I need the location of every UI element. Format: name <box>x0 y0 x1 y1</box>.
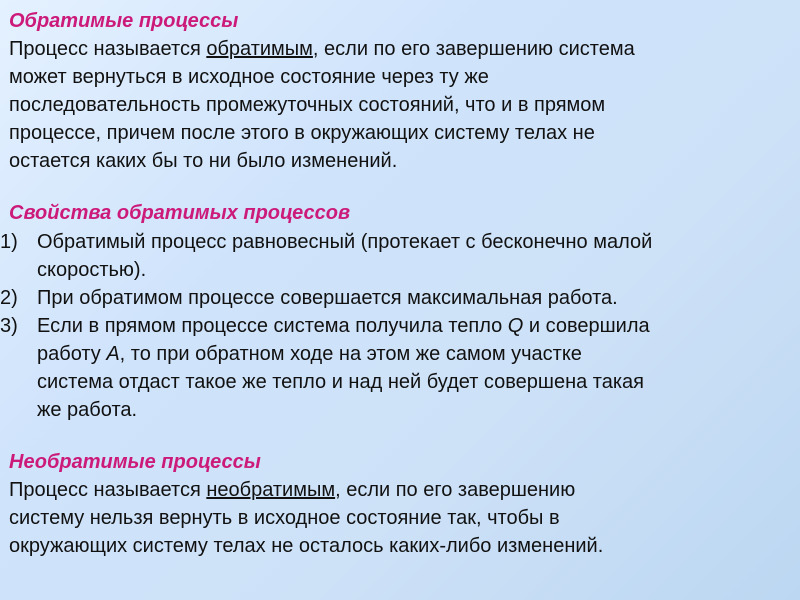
reversible-definition: Процесс называется обратимым, если по его завершению система может вернуться в исходное состояние через ту же последовательность промежуточных состояний, что и в прямом процессе, причем после этого в окружающих систему телах не остается каких бы то ни было изменений. <box>9 38 635 172</box>
list-item-number: 3) <box>0 315 18 337</box>
properties-heading: Свойства обратимых процессов <box>9 202 351 224</box>
irreversible-heading: Необратимые процессы <box>9 451 261 473</box>
reversible-term: обратимым <box>206 38 313 60</box>
list-item: 1) Обратимый процесс равновесный (протекает с бесконечно малой скоростью). <box>0 228 800 284</box>
properties-list <box>0 228 800 424</box>
list-item-number: 1) <box>0 231 18 253</box>
irreversible-definition: Процесс называется необратимым, если по его завершению систему нельзя вернуть в исходное состояние так, чтобы в окружающих систему телах не осталось каких-либо изменений. <box>9 479 604 557</box>
list-item: 2) При обратимом процессе совершается максимальная работа. <box>0 284 800 312</box>
list-item-number: 2) <box>0 287 18 309</box>
irreversible-term: необратимым <box>206 479 336 501</box>
work-symbol: А <box>106 343 120 365</box>
list-item: 3) Если в прямом процессе система получила тепло Q и совершила работу А, то при обратном ходе на этом же самом участке система отдаст такое же тепло и над ней будет совершена такая же работа. <box>0 312 800 424</box>
heat-symbol: Q <box>507 315 524 337</box>
reversible-heading: Обратимые процессы <box>9 10 239 32</box>
